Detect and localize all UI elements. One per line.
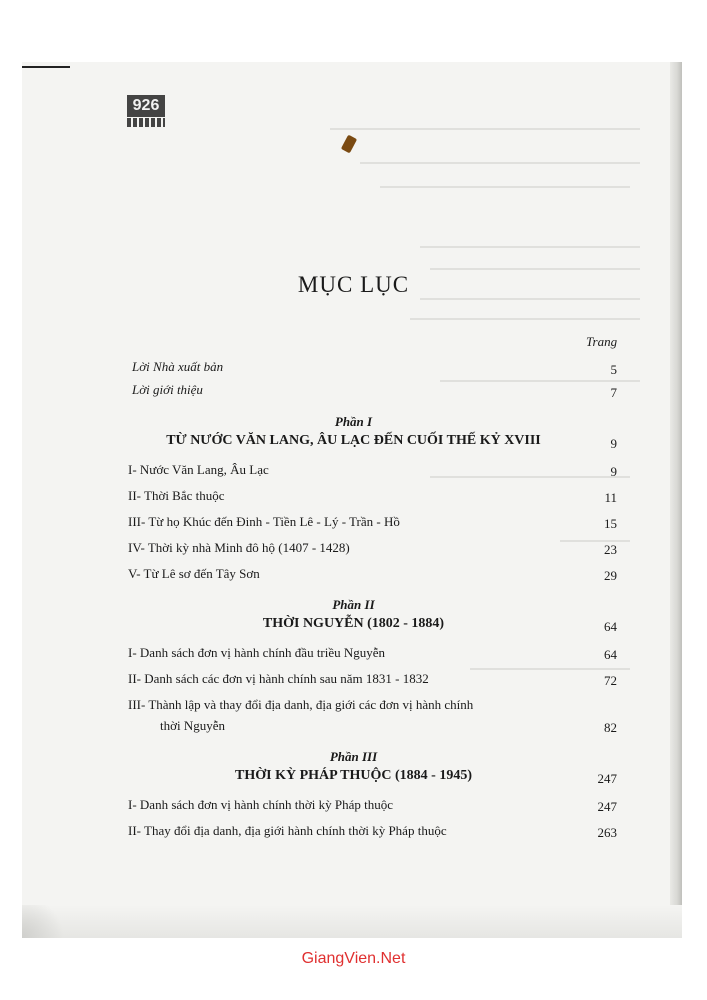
toc-page-number: 23 xyxy=(604,542,617,557)
bleed-through-line xyxy=(440,380,640,382)
part-title[interactable]: THỜI KỲ PHÁP THUỘC (1884 - 1945) xyxy=(235,768,472,783)
part-heading: Phần III xyxy=(329,749,378,764)
toc-page-number: 15 xyxy=(604,516,617,531)
toc-entry[interactable]: I- Nước Văn Lang, Âu Lạc xyxy=(128,462,269,477)
toc-entry[interactable]: III- Từ họ Khúc đến Đinh - Tiền Lê - Lý - Trần - Hồ xyxy=(128,514,400,529)
bleed-through-line xyxy=(420,246,640,248)
page-corner-shadow xyxy=(22,905,72,938)
part-heading: Phần I xyxy=(334,414,373,429)
bleed-through-line xyxy=(430,268,640,270)
bleed-through-line xyxy=(410,318,640,320)
page-bottom-shadow xyxy=(22,905,682,938)
toc-entry-publisher-note[interactable]: Lời Nhà xuất bản xyxy=(132,359,224,374)
toc-page-number: 64 xyxy=(604,647,617,662)
toc-entry[interactable]: V- Từ Lê sơ đến Tây Sơn xyxy=(128,566,260,581)
toc-page-number: 72 xyxy=(604,673,617,688)
toc-page-number: 9 xyxy=(610,464,617,479)
header-rule xyxy=(22,66,70,68)
toc-page-number: 64 xyxy=(604,619,617,634)
toc-entry[interactable]: I- Danh sách đơn vị hành chính đầu triều Nguyễn xyxy=(128,645,386,660)
bleed-through-line xyxy=(380,186,630,188)
bleed-through-line xyxy=(420,298,640,300)
bleed-through-line xyxy=(360,162,640,164)
toc-entry[interactable]: II- Danh sách các đơn vị hành chính sau năm 1831 - 1832 xyxy=(128,671,429,686)
toc-page-number: 7 xyxy=(610,385,617,400)
part-title[interactable]: TỪ NƯỚC VĂN LANG, ÂU LẠC ĐẾN CUỐI THẾ KỶ XVIII xyxy=(166,433,541,448)
toc-entry[interactable]: I- Danh sách đơn vị hành chính thời kỳ Pháp thuộc xyxy=(128,797,394,812)
toc-entry[interactable]: IV- Thời kỳ nhà Minh đô hộ (1407 - 1428) xyxy=(128,540,350,555)
part-heading: Phần II xyxy=(332,597,375,612)
toc-entry[interactable]: II- Thời Bắc thuộc xyxy=(128,488,225,503)
page-column-header: Trang xyxy=(586,334,618,349)
toc-page-number: 5 xyxy=(610,362,617,377)
toc-page-number: 263 xyxy=(597,825,617,840)
page-number: 926 xyxy=(127,95,165,117)
toc-entry[interactable]: III- Thành lập và thay đổi địa danh, địa giới các đơn vị hành chính xyxy=(128,697,474,712)
toc-page-number: 247 xyxy=(597,799,617,814)
toc-entry-introduction[interactable]: Lời giới thiệu xyxy=(132,382,203,397)
bleed-through-line xyxy=(330,128,640,130)
page-title: MỤC LỤC xyxy=(297,272,410,297)
page-number-ornament xyxy=(127,118,165,127)
toc-page-number: 11 xyxy=(604,490,617,505)
part-title[interactable]: THỜI NGUYỄN (1802 - 1884) xyxy=(262,616,445,631)
toc-page-number: 247 xyxy=(597,771,617,786)
toc-page-number: 82 xyxy=(604,720,617,735)
bleed-through-line xyxy=(470,668,630,670)
page-edge-shadow xyxy=(670,62,682,938)
toc-page-number: 9 xyxy=(610,436,617,451)
toc-page-number: 29 xyxy=(604,568,617,583)
toc-entry[interactable]: II- Thay đổi địa danh, địa giới hành chính thời kỳ Pháp thuộc xyxy=(128,823,447,838)
watermark-link[interactable]: GiangVien.Net xyxy=(301,950,406,967)
toc-entry-continuation[interactable]: thời Nguyễn xyxy=(160,718,226,733)
